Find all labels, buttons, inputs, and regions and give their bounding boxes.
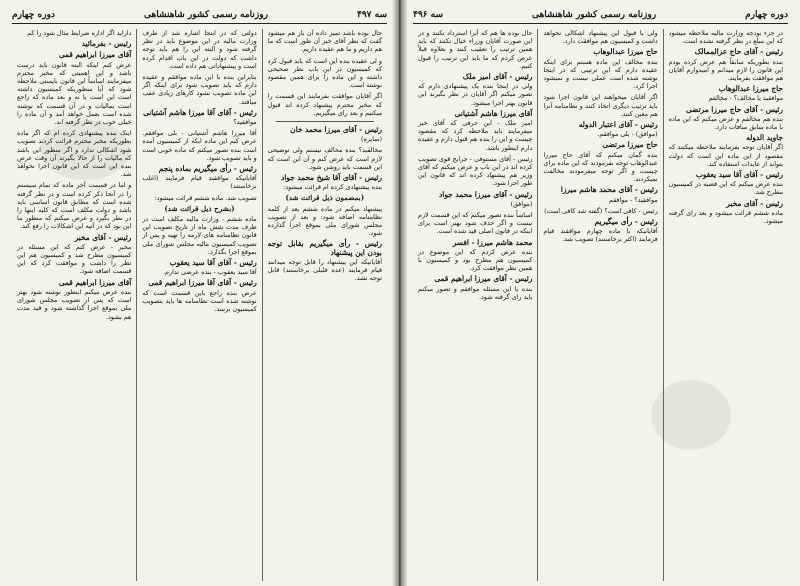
speaker-line: رئیس - آقای آقا سید یعقوب xyxy=(695,170,783,180)
section-note: (بمضمون ذیل قرائت شد) xyxy=(285,193,365,203)
right-page-volume: دوره چهارم xyxy=(745,10,788,20)
speaker-line: حاج میرزا عبدالوهاب xyxy=(593,47,658,57)
speaker-line: رئیس - آقای حاج میرزا مرتضی xyxy=(686,104,783,114)
paragraph: بنده عرض میکنم اینطور نوشته شود بهتر است که پس از تصویب مجلس شورای ملی بموقع اجرا گذاشته شود و قید مدت هم بشود. xyxy=(17,287,132,321)
speaker-line: آقای میرزا هاشم آشتیانی xyxy=(454,108,533,118)
text-column xyxy=(137,29,262,581)
text-column xyxy=(413,29,538,581)
paragraph: آقایانیکه با ماده چهارم موافقند قیام فرمایند (اکثر برخاستند) تصویب شد. xyxy=(543,227,658,244)
paragraph: حال بوده ها هم که آنرا استرداد نکنند و در این صورت آقایان وزراء خیال نکنند که باید همین ترتیب را تعقیب کنند و بعلاوه قبلاً عرض کردم که ما باید این ترتیب را قبول کنیم. xyxy=(418,29,533,70)
speaker-line: جاوید الدوله xyxy=(746,133,783,143)
paragraph: پیشنهاد میکنم در ماده ششم بعد از کلمه نظامنامه اضافه شود: و بعد از تصویب مجلس شورای ملی بموقع اجرا گذارده شود. xyxy=(267,204,382,238)
paragraph: اگر آقایان میخواهند این قانون اجرا شود باید ترتیب دیگری اتخاذ کنند و نظامنامه آنرا هم معین کنند. xyxy=(543,93,658,118)
paragraph: (موافق) - بلی موافقم. xyxy=(597,130,658,139)
paragraph: بنده با این مسئله موافقم و تصور میکنم باید رای گرفته شود. xyxy=(418,284,533,301)
paragraph: بنده گمان میکنم که آقای حاج میرزا عبدالوهاب توجه نفرمودند که این ماده برای چیست و اگر توجه میفرمودند مخالفت نمیکردند. xyxy=(543,150,658,184)
paragraph: مخالفید؟ بنده مخالف نیستم ولی توضیحی لازم است که عرض کنم و آن این است که این قسمت باید روشن شود. xyxy=(267,146,382,171)
speaker-line: رئیس - آقای امیر ملک xyxy=(462,72,533,82)
paragraph: اینک بنده پیشنهادی کرده ام که اگر ماده بطوریکه مخبر محترم قرائت کردند تصویب شود اشکالی ندارد و اگر منظور این باشد که مالیات را از حالا بگیرند آن وقت عرض بنده این است که این قانون اجرا نخواهد شد. xyxy=(17,129,132,179)
left-page-volume: دوره چهارم xyxy=(12,10,55,20)
paragraph: عرض کنم اینکه البته قانون باید درست باشد و این اهمیتی که مخبر محترم میفرمایند اساساً این قانون بایستی ملاحظه شود که آیا منظوریکه کمیسیون داشته است این است یا نه و بعد ماده که راجع است بمالیات و در آن قسمت که نوشته شده است بعمل خواهد آمد و آن ماده را خیلی خوب در نظر گرفته اند. xyxy=(17,60,132,127)
paragraph: آقایانیکه موافقند قیام فرمایند (اغلب برخاستند) xyxy=(142,174,257,191)
right-page-header xyxy=(413,10,788,24)
paragraph: بنده هم مخالفم و عرض میکنم که این ماده با ماده سابق منافات دارد. xyxy=(668,114,783,132)
paragraph: داراید اگر اداره ضرایط مثال شود را کم xyxy=(27,29,132,37)
paragraph: مخبر - عرض کنم که این مسئله در کمیسیون مطرح شد و کمیسیون هم این نظر را داشت و موافقت کرد که این قسمت اضافه شود. xyxy=(17,242,132,276)
paragraph: (سایره) xyxy=(361,135,382,144)
right-page-masthead: روزنامه رسمی کشور شاهنشاهی xyxy=(532,10,657,20)
paragraph: بنده عرض میکنم که این قضیه در کمیسیون مطرح شد. xyxy=(668,180,783,197)
text-column xyxy=(664,29,788,581)
text-column xyxy=(263,29,387,581)
paragraph: و اما در قسمت آخر ماده که تمام سیستم را در آنجا ذکر کرده است و در نظر گرفته شده است که مطابق قانون اساسی باید باشد و دولت مکلف است که کلیه اینها را در نظر بگیرد و عرض میکنم که منظور ما این بود که در آتیه این اشکالات را رفع کند. xyxy=(17,181,132,231)
speaker-line: رئیس - آقای آقا میرزا هاشم آشتیانی xyxy=(143,107,257,117)
speaker-line: رئیس - آقای آقا شیخ محمد جواد xyxy=(280,173,382,183)
paragraph: اگر آقایان توجه بفرمایند ملاحظه میکنند که مقصود از این ماده این است که دولت بتواند از عایدات استفاده کند. xyxy=(668,143,783,168)
paragraph: موافقید؟ xyxy=(233,118,257,127)
paragraph: ماده ششم قرائت میشود و بعد رای گرفته میشود. xyxy=(668,208,783,226)
speaker-line: محمد هاشم میرزا - افسر xyxy=(452,237,533,247)
speaker-line: آقای میرزا ابراهیم قمی xyxy=(58,277,132,287)
text-column xyxy=(538,29,663,581)
speaker-line: رئیس - آقای آقا سید یعقوب xyxy=(169,258,257,268)
paragraph: اگر آقایان موافقت بفرمایند این قسمت را که مخبر محترم پیشنهاد کرده اند قبول میکنیم و بعد رای میگیریم. xyxy=(267,92,382,117)
speaker-line: رئیس - آقای مخبر xyxy=(726,198,783,208)
speaker-line: آقای میرزا ابراهیم قمی xyxy=(58,50,132,60)
paragraph: رئیس - آقای مستوفی - جرایج قوی تصویب کرده اند در این باب و عرض میکنم که آقای وزیر هم پیشنهاد کرده اند که قانون این طور اجرا شود. xyxy=(418,154,533,188)
paragraph: امیر ملک - این حرفی که آقای خبر میفرمایند باید ملاحظه کرد که مقصود چیست و این را بنده هم قبول دارم و عقیده دارم اینطور باشد. xyxy=(418,119,533,152)
paragraph: (موافق) xyxy=(510,199,533,208)
paragraph: تصویب شد. ماده ششم قرائت میشود: xyxy=(154,193,257,202)
paragraph: و لی عقیده بنده این است که باید قبول کرد که کمیسیون در این باب نظر صحیحی داشته و این ماده را برای همین مقصود نوشته است. xyxy=(267,56,382,90)
paragraph: ولی در اینجا بنده یک پیشنهادی دارم که تصور میکنم اگر آقایان در نظر بگیرند این قانون بهتر اجرا میشود. xyxy=(418,82,533,107)
paragraph: عرض بنده راجع باین قسمت است که نوشته شده است نظامنامه ها باید بتصویب کمیسیون برسد. xyxy=(142,288,257,314)
left-page-masthead: روزنامه رسمی کشور شاهنشاهی xyxy=(143,10,268,20)
speaker-line: رئیس - رأی میگیریم بقابل توجه بودن این پیشنهاد xyxy=(267,239,382,257)
speaker-line: رئیس - آقای میرزا محمد جواد xyxy=(439,189,533,199)
paragraph: موافقید؟ - موافقم xyxy=(608,195,658,204)
speaker-line: رئیس - آقای میرزا ابراهیم قمی xyxy=(434,274,533,284)
paragraph: بنده مخالف این ماده هستم برای اینکه عقیده دارم که این ترتیبی که در اینجا نوشته شده است عملی نیست و نمیشود اجرا کرد. xyxy=(543,57,658,91)
left-page-columns xyxy=(12,29,387,581)
paragraph: اساساً بنده تصور میکنم که این قسمت لازم نیست و اگر حذف شود بهتر است برای اینکه در قانون اصلی قید شده است. xyxy=(418,211,533,236)
right-page-number: سه ۴۹۶ xyxy=(413,10,444,20)
column-divider xyxy=(276,121,374,122)
paragraph: بنده بطوریکه سابقاً هم عرض کرده بودم این قانون را لازم میدانم و امیدوارم آقایان هم موافقت بفرمایند. xyxy=(668,57,783,83)
speaker-line: حاج میرزا عبدالوهاب xyxy=(718,84,783,94)
paragraph: ولی با قبول این پیشنهاد اشکالی نخواهد داشت و کمیسیون هم موافقت دارد. xyxy=(543,29,658,46)
right-page xyxy=(400,0,800,586)
paragraph: بنده پیشنهادی کرده ام قرائت میشود: xyxy=(283,183,382,192)
left-page-number: سه ۴۹۷ xyxy=(356,10,387,20)
paragraph: موافقید یا مخالف؟ - مخالفم xyxy=(708,94,783,103)
section-note: (بشرح ذیل قرائت شد) xyxy=(164,203,235,213)
paragraph: آقایانیکه این پیشنهاد را قابل توجه میدانند قیام فرمایند (عده قلیلی برخاستند) قابل توجه نشد. xyxy=(267,257,382,283)
speaker-line: رئیس - رأی میگیریم xyxy=(594,217,658,227)
speaker-line: رئیس - آقای اعتبار الدوله xyxy=(578,120,658,130)
speaker-line: رئیس - رأی میگیریم بماده پنجم xyxy=(158,164,257,174)
speaker-line: رئیس - آقای حاج عزالممالک xyxy=(694,47,783,57)
speaker-line: رئیس - آقای آقا میرزا ابراهیم قمی xyxy=(148,278,257,288)
right-page-columns xyxy=(413,29,788,581)
paragraph: آقا میرزا هاشم آشتیانی - بلی موافقم. عرض کنم این ماده ایکه از کمیسیون آمده است بنده تصور میکنم که ماده خوبی است و باید تصویب شود. xyxy=(142,129,257,162)
paragraph: ماده ششم - وزارت مالیه مکلف است در ظرف مدت شش ماه از تاریخ تصویب این قانون نظامنامه های لازمه را تهیه و پس از تصویب کمیسیون مالیه مجلس شورای ملی بموقع اجرا بگذارد. xyxy=(142,215,257,256)
speaker-line: رئیس - آقای میرزا محمد خان xyxy=(290,125,382,135)
paragraph: آقا سید یعقوب - بنده عرضی ندارم. xyxy=(163,268,257,277)
paragraph: حال بوده باشد تمیز داده آن باز هم میشود گفت که نظر آقای خبر آن طور است که ما هم داریم و ما هم عقیده داریم. xyxy=(267,29,382,54)
paragraph: بنابراین بنده با این ماده موافقم و عقیده دارم که باید تصویب شود برای اینکه اگر این ماده تصویب نشود کارهای زیادی عقب میافتد. xyxy=(142,73,257,106)
left-page-header xyxy=(12,10,387,24)
speaker-line: رئیس - آقای مخبر xyxy=(74,232,132,242)
paragraph: در جزء بودجه وزارت مالیه ملاحظه میشود که این مبلغ در نظر گرفته نشده است. xyxy=(668,29,783,46)
text-column xyxy=(12,29,137,581)
speaker-line: حاج میرزا مرتضی xyxy=(602,140,658,150)
speaker-line: رئیس - آقای محمد هاشم میرزا xyxy=(560,185,658,195)
paragraph: بنده عرض کردم که این موضوع در کمیسیون هم مطرح بود و کمیسیون با همین نظر موافقت کرد. xyxy=(418,247,533,273)
paragraph: رئیس - کافی است؟ (گفته شد کافی است) xyxy=(544,206,658,215)
speaker-line: رئیس - بفرمائید xyxy=(81,39,132,49)
paragraph: دولتی که در اینجا اشاره شد از طرف وزارت مالیه در این موضوع باید در نظر گرفته شود و البته این را هم باید توجه داشت که دولت در این باب اقدام کرده است و پیشنهاداتی هم داده است. xyxy=(142,29,257,70)
